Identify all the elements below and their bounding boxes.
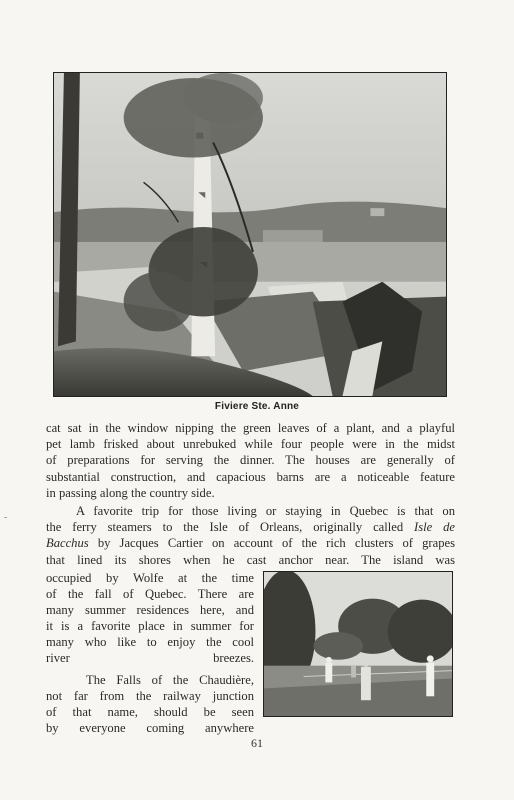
text-line: that lined its shores when he cast anchor near. The island was <box>46 552 455 567</box>
photo-garden-scene <box>263 571 453 717</box>
text-line <box>46 535 455 551</box>
text-line <box>46 519 455 535</box>
text-segment: the ferry steamers to the Isle of Orleans, originally called <box>46 520 415 535</box>
italic-name: Isle de <box>414 520 455 535</box>
text-line: by everyone coming anywhere <box>46 720 254 735</box>
text-line: not far from the railway junction <box>46 688 254 703</box>
page-number: 61 <box>251 736 263 750</box>
photo-caption: Fiviere Ste. Anne <box>214 401 300 412</box>
text-line: of that name, should be seen <box>46 704 254 719</box>
text-line: A favorite trip for those living or staying in Quebec is that on <box>76 504 455 518</box>
text-line: river breezes. <box>46 651 254 666</box>
text-line: of preparations for serving the dinner. The houses are generally of <box>46 453 455 468</box>
column-text <box>46 570 254 736</box>
photo-riviere-ste-anne <box>53 72 447 397</box>
text-line: substantial construction, and capacious barns are a noticeable feature <box>46 469 455 484</box>
text-line: pet lamb frisked about unrebuked while four people were in the midst <box>46 437 455 452</box>
text-line: The Falls of the Chaudière, <box>86 672 254 687</box>
paragraph-house-description <box>46 420 455 501</box>
text-line: it is a favorite place in summer for <box>46 619 254 634</box>
text-line: of the fall of Quebec. There are <box>46 587 254 602</box>
text-line: cat sat in the window nipping the green leaves of a plant, and a playful <box>46 421 455 435</box>
paragraph-isle-of-orleans <box>46 503 455 568</box>
margin-mark: - <box>4 512 8 523</box>
text-segment: by Jacques Cartier on account of the rich clusters of grapes <box>88 536 455 551</box>
italic-name: Bacchus <box>46 536 89 551</box>
text-line: occupied by Wolfe at the time <box>46 571 254 585</box>
text-line: in passing along the country side. <box>46 485 215 500</box>
text-line: many who like to enjoy the cool <box>46 635 254 650</box>
text-line: many summer residences here, and <box>46 603 254 618</box>
